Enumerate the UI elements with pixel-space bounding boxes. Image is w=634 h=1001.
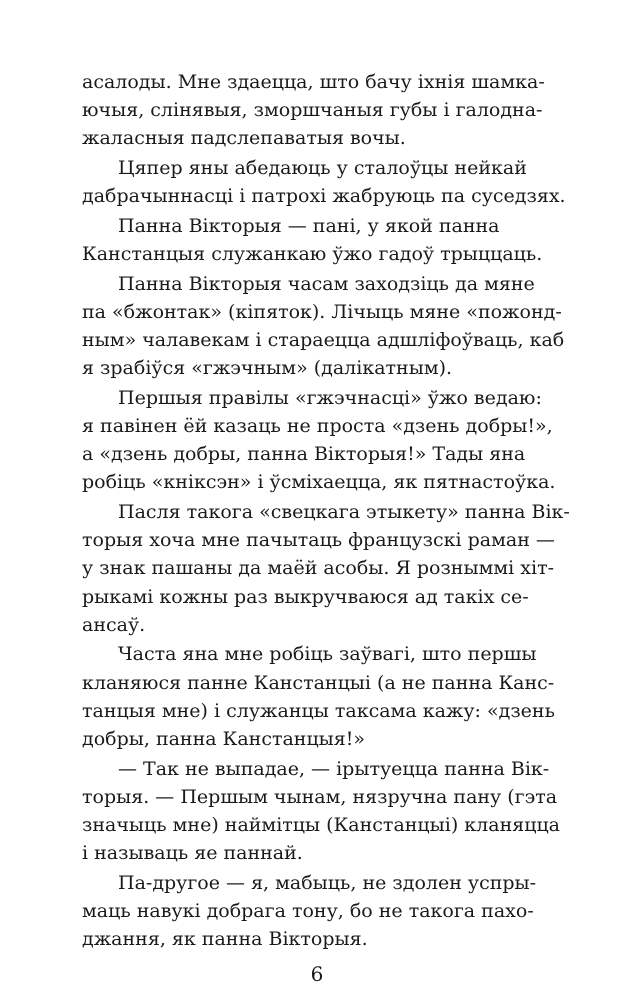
paragraph-first-line: Па-другое — я, мабыць, не здолен успры-	[118, 872, 537, 894]
paragraph-first-line: Панна Вікторыя — пані, у якой панна	[118, 215, 500, 237]
text-line: торыя. — Першым чынам, нязручна пану (гэта	[82, 786, 558, 808]
text-line: ансаў.	[82, 614, 146, 636]
text-line: ючыя, слінявыя, зморшчаныя губы і галодна-	[82, 99, 543, 121]
text-line: кланяюся панне Канстанцыі (а не панна Канс-	[82, 672, 555, 694]
paragraph-first-line: Цяпер яны абедаюць у сталоўцы нейкай	[118, 157, 527, 179]
text-line: ным» чалавекам і стараецца адшліфоўваць, каб	[82, 329, 565, 351]
text-line: я павінен ёй казаць не проста «дзень добры!»,	[82, 415, 553, 437]
text-line: танцыя мне) і служанцы таксама кажу: «дзень	[82, 700, 555, 722]
text-line: джання, як панна Вікторыя.	[82, 928, 368, 950]
text-line: рыкамі кожны раз выкручваюся ад такіх се-	[82, 586, 529, 608]
text-line: дабрачыннасці і патрохі жабруюць па суседзях.	[82, 185, 566, 207]
paragraph-first-line: Панна Вікторыя часам заходзіць да мяне	[118, 273, 535, 295]
text-line: маць навукі добрага тону, бо не такога пахо-	[82, 900, 534, 922]
text-line: жаласныя падслепаватыя вочы.	[82, 127, 406, 149]
text-line: а «дзень добры, панна Вікторыя!» Тады яна	[82, 443, 526, 465]
text-line: у знак пашаны да маёй асобы. Я розныммі хіт-	[82, 557, 554, 579]
text-line: значыць мне) наймітцы (Канстанцыі) кланяцца	[82, 814, 560, 836]
paragraph-first-line: Пасля такога «свецкага этыкету» панна Вік-	[118, 501, 570, 523]
text-line: робіць «кніксэн» і ўсміхаецца, як пятнастоўка.	[82, 471, 556, 493]
paragraph-first-line: Часта яна мне робіць заўвагі, што першы	[118, 643, 537, 665]
text-line: торыя хоча мне пачытаць французскі раман —	[82, 529, 555, 551]
text-line: па «бжонтак» (кіпяток). Лічыць мяне «пожонд-	[82, 301, 562, 323]
text-line: асалоды. Мне здаецца, што бачу іхнія шамка-	[82, 71, 545, 93]
page-number: 6	[310, 962, 324, 986]
text-line: і называць яе паннай.	[82, 842, 303, 864]
text-line: я зрабіўся «гжэчным» (далікатным).	[82, 357, 453, 379]
text-line: добры, панна Канстанцыя!»	[82, 728, 366, 750]
paragraph-first-line: Першыя правілы «гжэчнасці» ўжо ведаю:	[118, 387, 542, 409]
paragraph-first-line: — Так не выпадае, — ірытуецца панна Вік-	[118, 758, 550, 780]
text-line: Канстанцыя служанкаю ўжо гадоў трыццаць.	[82, 243, 543, 265]
